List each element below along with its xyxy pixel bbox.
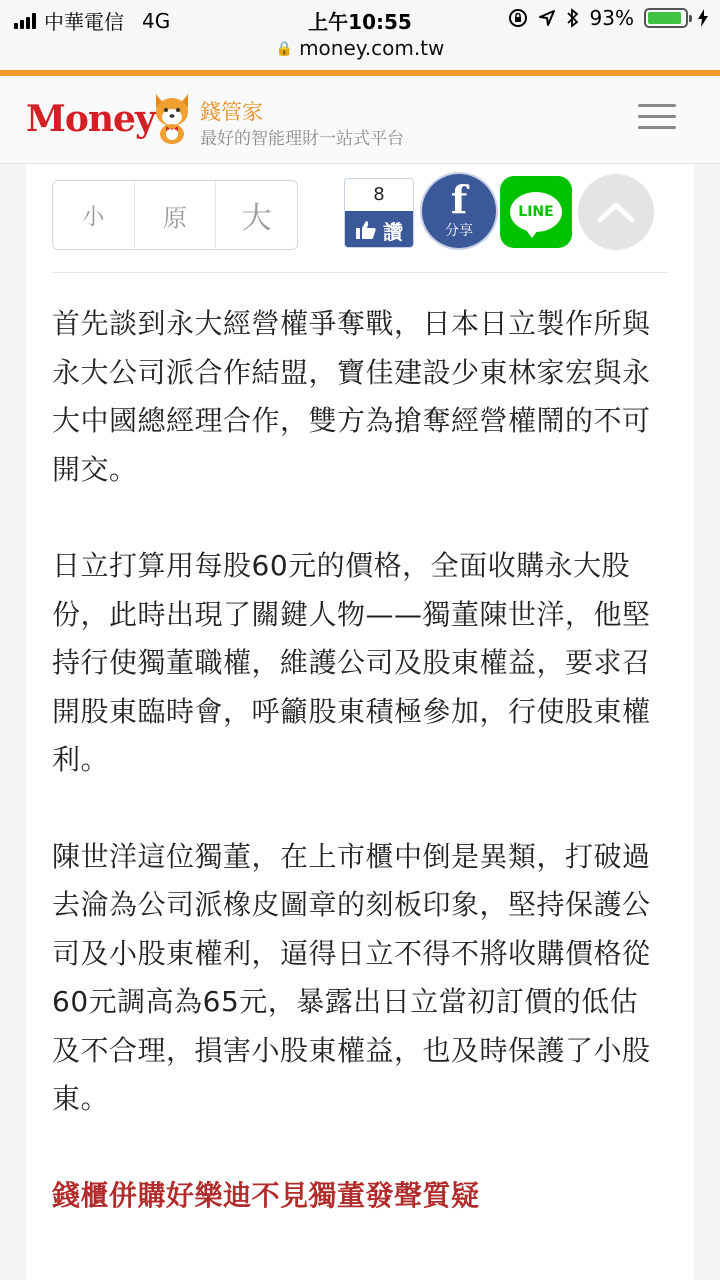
address-bar[interactable]: [0, 36, 720, 70]
article-paragraph: 日立打算用每股60元的價格，全面收購永大股份，此時出現了關鍵人物——獨董陳世洋，他堅持行使獨董職權，維護公司及股東權益，要求召開股東臨時會，呼籲股東積極參加，行使股東權利。: [52, 549, 651, 776]
url-text: money.com.tw: [299, 36, 445, 60]
facebook-icon: f: [450, 177, 468, 222]
article-body: [52, 300, 666, 1220]
article-paragraph: 陳世洋這位獨董，在上市櫃中倒是異類，打破過去淪為公司派橡皮圖章的刻板印象，堅持保護公司及小股東權利，逼得日立不得不將收購價格從60元調高為65元，暴露出日立當初訂價的低估及不合理，損害小股東權益，也及時保護了小股東。: [52, 839, 651, 1115]
battery-level: [648, 12, 681, 24]
location-icon: [538, 9, 556, 27]
like-label: 讚: [383, 219, 403, 244]
network-type: 4G: [142, 8, 171, 33]
lock-icon: 🔒: [275, 41, 294, 57]
menu-icon[interactable]: [638, 104, 676, 130]
article-paragraph: 首先談到永大經營權爭奪戰，日本日立製作所與永大公司派合作結盟，寶佳建設少東林家宏與永大中國總經理合作，雙方為搶奪經營權鬧的不可開交。: [52, 307, 651, 486]
line-icon: [510, 192, 562, 232]
battery-percent: 93%: [589, 6, 634, 30]
font-small-button[interactable]: 小: [53, 181, 135, 249]
rotation-lock-icon: [508, 8, 528, 28]
font-size-switcher: [52, 180, 298, 250]
font-large-button[interactable]: 大: [241, 201, 272, 236]
article-subheading: 錢櫃併購好樂迪不見獨董發聲質疑: [52, 1178, 480, 1212]
carrier-name: 中華電信: [44, 10, 124, 34]
like-button[interactable]: [344, 178, 414, 248]
bluetooth-icon: [566, 8, 580, 28]
clock: 上午10:55: [308, 10, 412, 34]
facebook-share-button[interactable]: [422, 174, 496, 248]
line-share-button[interactable]: [500, 176, 572, 248]
facebook-share-label: 分享: [445, 223, 473, 239]
money-logo[interactable]: Money: [26, 98, 155, 140]
status-bar: [0, 0, 720, 36]
font-original-button[interactable]: 原: [135, 181, 217, 249]
battery-icon: [644, 8, 688, 28]
back-to-top-button[interactable]: [578, 174, 654, 250]
site-header: [0, 76, 720, 164]
chevron-up-icon: [596, 200, 636, 224]
toolbar-divider: [52, 272, 668, 273]
like-count: 8: [373, 184, 385, 205]
mascot-icon: [150, 90, 194, 146]
line-label: LINE: [518, 204, 554, 220]
thumbs-up-icon: [355, 220, 377, 240]
charging-icon: [698, 9, 708, 27]
brand-tagline: 最好的智能理財一站式平台: [200, 129, 404, 149]
brand-name: 錢管家: [200, 100, 263, 124]
article-card: [26, 164, 694, 1280]
